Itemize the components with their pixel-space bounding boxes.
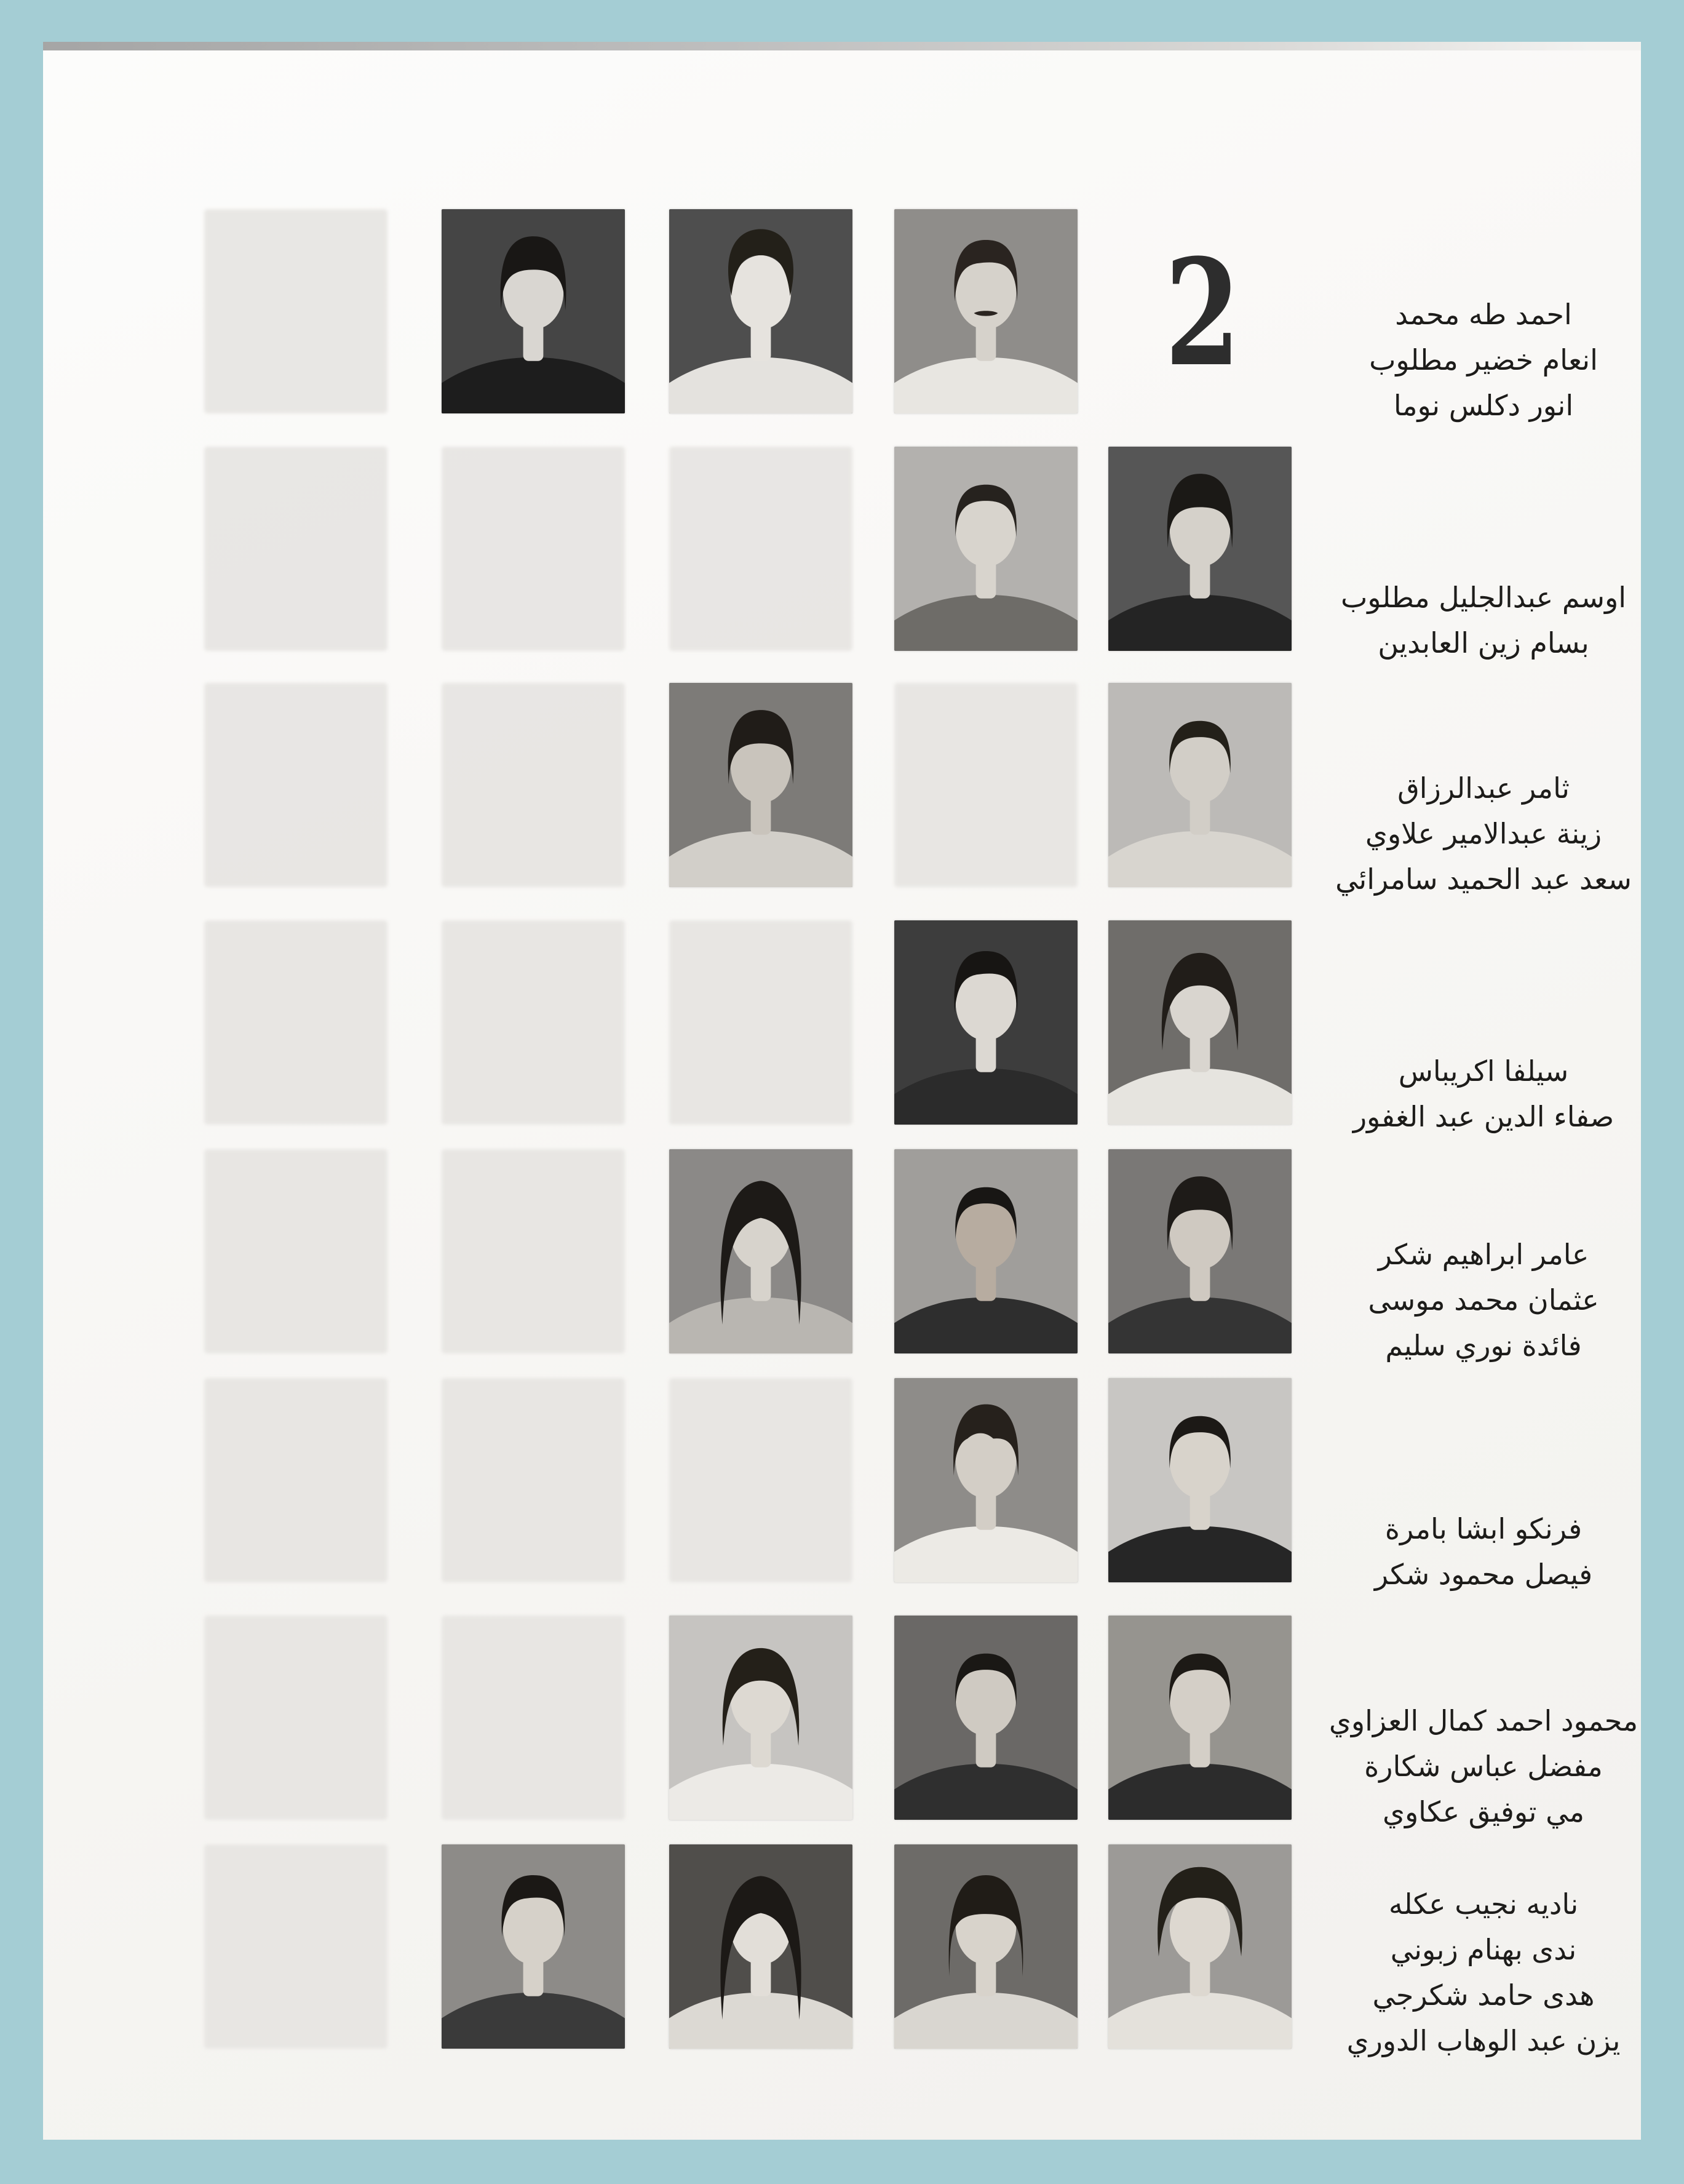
empty-photo-placeholder [204,683,387,887]
student-name: عامر ابراهيم شكر [1378,1238,1589,1271]
portrait-silhouette [669,209,852,413]
portrait-photo [1108,1844,1292,2049]
photo-grid [43,42,1641,2140]
portrait-silhouette [894,447,1078,651]
student-name: فائدة نوري سليم [1385,1329,1582,1362]
student-name: محمود احمد كمال العزاوي [1329,1704,1638,1737]
portrait-silhouette [1108,1844,1292,2049]
portrait-photo [894,209,1078,413]
empty-photo-placeholder [442,447,625,651]
portrait-photo [1108,1149,1292,1353]
names-block [1317,1838,1650,2063]
portrait-silhouette [1108,1616,1292,1820]
portrait-silhouette [1108,1378,1292,1582]
portrait-photo [894,1844,1078,2049]
empty-photo-placeholder [894,683,1078,887]
student-name: يزن عبد الوهاب الدوري [1346,2024,1621,2057]
student-name: مفضل عباس شكارة [1364,1750,1603,1783]
student-name: عثمان محمد موسى [1368,1283,1599,1317]
portrait-photo [669,683,852,887]
empty-photo-placeholder [204,209,387,413]
student-name: مي توفيق عكاوي [1382,1795,1585,1828]
portrait-silhouette [1108,683,1292,887]
names-block [1317,1609,1650,1835]
album-page [43,42,1641,2140]
names-block [1317,203,1650,428]
portrait-silhouette [442,1844,625,2049]
empty-photo-placeholder [442,1378,625,1582]
names-block [1317,677,1650,902]
student-name: اوسم عبدالجليل مطلوب [1341,581,1626,614]
empty-photo-placeholder [442,1616,625,1820]
empty-photo-placeholder [204,1844,387,2049]
portrait-silhouette [442,209,625,413]
portrait-photo [894,920,1078,1125]
portrait-silhouette [669,1844,852,2049]
portrait-silhouette [894,1844,1078,2049]
student-name: ندى بهنام زبوني [1390,1933,1577,1966]
portrait-photo [669,1844,852,2049]
student-name: سيلفا اكريباس [1398,1054,1569,1088]
student-name: سعد عبد الحميد سامرائي [1335,863,1632,896]
names-block [1317,1143,1650,1368]
portrait-photo [442,1844,625,2049]
student-name: ناديه نجيب عكله [1388,1887,1579,1921]
empty-photo-placeholder [204,1616,387,1820]
student-name: احمد طه محمد [1395,298,1572,331]
empty-photo-placeholder [442,1149,625,1353]
empty-photo-placeholder [204,447,387,651]
empty-photo-placeholder [442,683,625,887]
portrait-photo [894,1616,1078,1820]
portrait-silhouette [894,209,1078,413]
portrait-photo [1108,447,1292,651]
portrait-photo [894,1378,1078,1582]
portrait-silhouette [1108,1149,1292,1353]
portrait-photo [442,209,625,413]
empty-photo-placeholder [669,1378,852,1582]
portrait-silhouette [1108,920,1292,1125]
portrait-photo [894,1149,1078,1353]
names-block [1317,914,1650,1139]
portrait-silhouette [894,1616,1078,1820]
student-name: زينة عبدالامير علاوي [1365,817,1602,850]
student-name: ثامر عبدالرزاق [1397,771,1570,805]
empty-photo-placeholder [669,920,852,1125]
page-number: 2 [1165,228,1241,399]
student-name: انور دكلس نوما [1393,389,1574,422]
student-name: بسام زين العابدين [1378,626,1589,660]
portrait-photo [669,1616,852,1820]
portrait-photo [894,447,1078,651]
student-name: انعام خضير مطلوب [1369,343,1598,377]
portrait-photo [669,1149,852,1353]
student-name: فرنكو ابشا بامرة [1384,1512,1583,1545]
names-block [1317,440,1650,666]
portrait-silhouette [669,683,852,887]
portrait-silhouette [894,1378,1078,1582]
portrait-silhouette [1108,447,1292,651]
student-name: فيصل محمود شكر [1374,1558,1593,1591]
portrait-silhouette [669,1616,852,1820]
empty-photo-placeholder [442,920,625,1125]
portrait-silhouette [894,1149,1078,1353]
empty-photo-placeholder [669,447,852,651]
portrait-photo [1108,1616,1292,1820]
portrait-silhouette [669,1149,852,1353]
portrait-silhouette [894,920,1078,1125]
student-name: هدى حامد شكرجي [1372,1979,1595,2012]
empty-photo-placeholder [204,1149,387,1353]
portrait-photo [1108,920,1292,1125]
portrait-photo [1108,683,1292,887]
student-name: صفاء الدين عبد الغفور [1352,1100,1614,1133]
portrait-photo [1108,1378,1292,1582]
names-block [1317,1372,1650,1597]
empty-photo-placeholder [204,920,387,1125]
portrait-photo [669,209,852,413]
empty-photo-placeholder [204,1378,387,1582]
